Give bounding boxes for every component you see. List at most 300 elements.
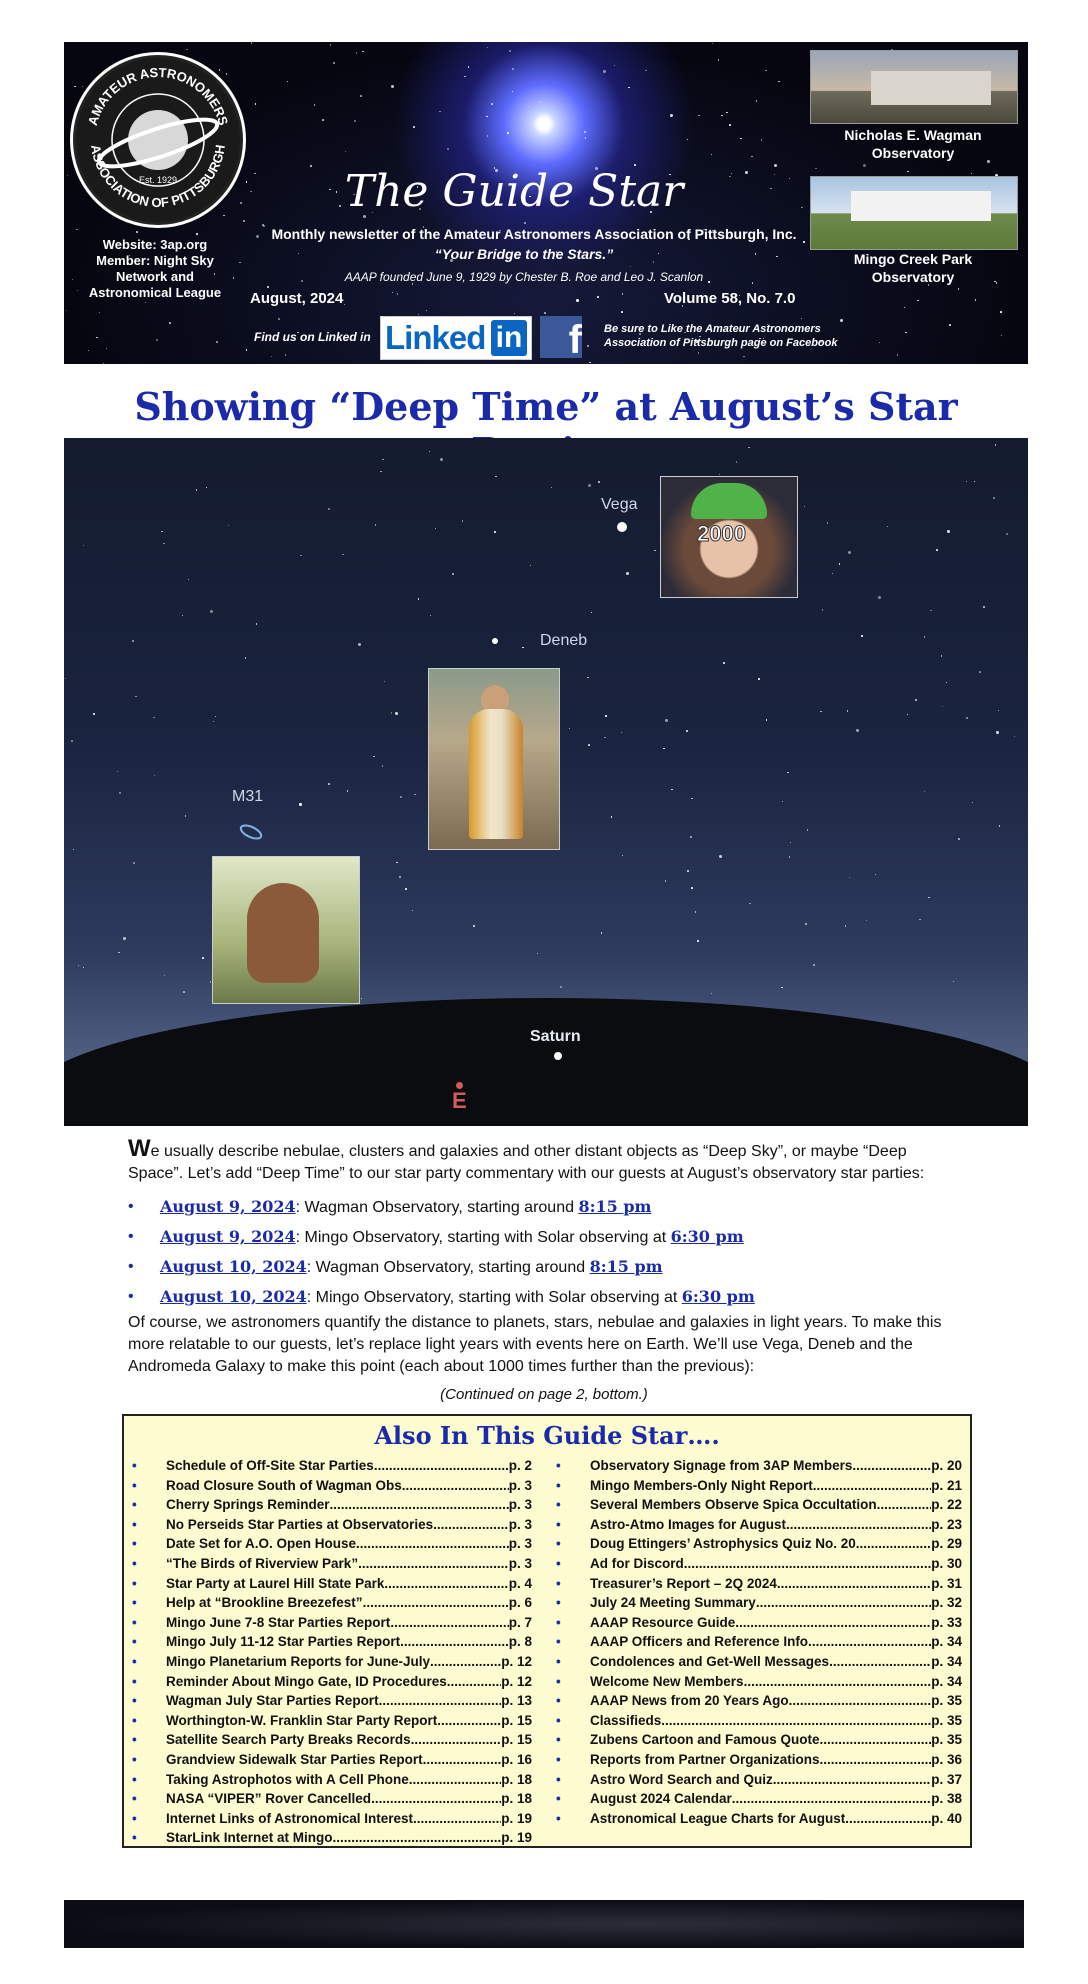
party-date-link[interactable]: August 10, 2024: [160, 1287, 307, 1306]
toc-leader-dots: [379, 1691, 502, 1711]
star-dot: [690, 836, 692, 838]
glasses-2000-text: 2000: [697, 521, 746, 546]
star-dot: [958, 838, 960, 840]
star-dot: [391, 85, 394, 88]
star-dot: [405, 888, 407, 890]
wagman-label-line-1: Nicholas E. Wagman: [844, 127, 982, 143]
star-dot: [71, 740, 73, 742]
linkedin-icon[interactable]: [380, 316, 532, 360]
star-dot: [103, 363, 105, 364]
toc-entry-title: • AAAP Resource Guide: [590, 1614, 736, 1630]
toc-entry[interactable]: [556, 1574, 962, 1594]
star-dot: [1014, 736, 1016, 738]
toc-entry[interactable]: [132, 1730, 532, 1750]
toc-entry-page: p. 18: [501, 1771, 532, 1787]
party-date-link[interactable]: August 9, 2024: [160, 1197, 296, 1216]
star-dot: [186, 49, 188, 51]
toc-entry[interactable]: [132, 1789, 532, 1809]
star-dot: [345, 151, 347, 153]
mingo-observatory-label: [804, 250, 1022, 286]
star-dot: [979, 671, 981, 673]
star-dot: [117, 771, 119, 773]
toc-entry[interactable]: [556, 1456, 962, 1476]
newsletter-subtitle: Monthly newsletter of the Amateur Astronomers Association of Pittsburgh, Inc.: [271, 226, 797, 242]
toc-entry[interactable]: [556, 1534, 962, 1554]
star-dot: [507, 132, 509, 134]
star-dot: [789, 178, 791, 180]
linkedin-logo-in: in: [491, 320, 527, 356]
star-dot: [712, 43, 714, 45]
star-dot: [919, 919, 921, 921]
party-time-link[interactable]: 8:15 pm: [578, 1197, 652, 1216]
toc-entry[interactable]: [556, 1750, 962, 1770]
toc-entry-page: p. 8: [508, 1634, 532, 1650]
toc-entry-title: • August 2024 Calendar: [590, 1791, 732, 1807]
party-time-link[interactable]: 6:30 pm: [681, 1287, 755, 1306]
star-dot: [924, 791, 926, 793]
star-dot: [414, 794, 416, 796]
toc-entry[interactable]: [556, 1554, 962, 1574]
star-dot: [99, 312, 101, 314]
toc-leader-dots: [813, 1476, 931, 1496]
toc-leader-dots: [356, 1534, 509, 1554]
star-dot: [509, 50, 511, 52]
star-dot: [622, 855, 624, 857]
star-dot: [347, 790, 349, 792]
toc-entry[interactable]: [132, 1554, 532, 1574]
star-dot: [801, 207, 803, 209]
toc-leader-dots: [433, 1515, 509, 1535]
toc-entry[interactable]: [132, 1534, 532, 1554]
star-dot: [782, 801, 784, 803]
star-dot: [196, 489, 198, 491]
toc-entry-page: p. 7: [508, 1614, 532, 1630]
toc-entry-page: p. 19: [501, 1810, 532, 1826]
star-dot: [395, 712, 398, 715]
star-dot: [958, 288, 960, 290]
toc-entry-title: • “The Birds of Riverview Park”: [166, 1555, 359, 1571]
toc-entry-title: • StarLink Internet at Mingo: [166, 1830, 333, 1846]
star-dot: [576, 299, 579, 302]
toc-entry-title: • Astronomical League Charts for August: [590, 1810, 846, 1826]
star-dot: [974, 481, 976, 483]
star-dot: [153, 717, 155, 719]
star-dot: [396, 862, 398, 864]
star-dot: [439, 111, 441, 113]
toc-leader-dots: [437, 1711, 501, 1731]
toc-entry[interactable]: [132, 1828, 532, 1848]
toc-entry[interactable]: [556, 1691, 962, 1711]
party-text: : Mingo Observatory, starting with Solar observing at: [306, 1289, 682, 1306]
star-dot: [360, 95, 362, 97]
star-dot: [188, 579, 190, 581]
star-dot: [145, 302, 147, 304]
star-dot: [598, 481, 600, 483]
toc-entry-title: • Mingo Members-Only Night Report: [590, 1477, 813, 1493]
star-dot: [413, 126, 415, 128]
star-dot: [123, 937, 126, 940]
toc-entry-title: • Worthington-W. Franklin Star Party Report: [166, 1712, 438, 1728]
star-dot: [665, 719, 668, 722]
star-dot: [255, 103, 257, 105]
list-item: [128, 1192, 960, 1222]
star-dot: [185, 815, 187, 817]
toc-entry-page: p. 32: [931, 1595, 962, 1611]
toc-entry-title: • Satellite Search Party Breaks Records: [166, 1732, 411, 1748]
toc-entry[interactable]: [556, 1593, 962, 1613]
star-dot: [464, 76, 466, 78]
star-dot: [697, 940, 699, 942]
toc-entry-page: p. 4: [508, 1575, 532, 1591]
star-dot: [435, 528, 437, 530]
toc-leader-dots: [856, 1534, 931, 1554]
toc-entry-page: p. 19: [501, 1830, 532, 1846]
party-date-link[interactable]: August 10, 2024: [160, 1257, 307, 1276]
toc-leader-dots: [773, 1770, 931, 1790]
star-dot: [328, 783, 330, 785]
star-dot: [928, 897, 930, 899]
star-dot: [691, 887, 693, 889]
star-dot: [356, 52, 358, 54]
star-dot: [83, 545, 85, 547]
toc-entry-page: p. 13: [501, 1693, 532, 1709]
toc-leader-dots: [845, 1809, 931, 1829]
facebook-label: Be sure to Like the Amateur Astronomers Association of Pittsburgh page on Facebook: [604, 323, 838, 349]
star-dot: [966, 717, 968, 719]
star-dot: [440, 458, 443, 461]
toc-entry[interactable]: [132, 1809, 532, 1829]
toc-entry[interactable]: [132, 1574, 532, 1594]
toc-leader-dots: [423, 1750, 502, 1770]
star-dot: [761, 139, 763, 141]
toc-entry[interactable]: [132, 1613, 532, 1633]
star-dot: [663, 748, 665, 750]
star-dot: [210, 981, 212, 983]
star-dot: [845, 925, 847, 927]
toc-leader-dots: [358, 1554, 509, 1574]
toc-entry[interactable]: [132, 1476, 532, 1496]
toc-entry-title: • Observatory Signage from 3AP Members: [590, 1458, 853, 1473]
toc-entry-page: p. 23: [931, 1516, 962, 1532]
article-headline: Showing “Deep Time” at August’s Star: [134, 384, 958, 429]
star-dot: [333, 62, 335, 64]
star-dot: [163, 543, 165, 545]
toc-entry[interactable]: [132, 1711, 532, 1731]
star-dot: [787, 772, 789, 774]
star-dot: [560, 986, 562, 988]
star-dot: [400, 796, 402, 798]
toc-entry-page: p. 12: [501, 1673, 532, 1689]
toc-entry-page: p. 36: [931, 1751, 962, 1767]
star-dot: [67, 175, 69, 177]
star-dot: [743, 356, 745, 358]
toc-entry-page: p. 20: [931, 1458, 962, 1473]
toc-entry-title: • AAAP Officers and Reference Info.: [590, 1634, 812, 1650]
toc-entry[interactable]: [132, 1495, 532, 1515]
star-dot: [942, 706, 944, 708]
star-dot: [399, 876, 401, 878]
star-dot: [426, 310, 428, 312]
party-time-link[interactable]: 6:30 pm: [670, 1227, 744, 1246]
star-dot: [342, 554, 344, 556]
star-dot: [228, 525, 230, 527]
star-dot: [118, 952, 120, 954]
list-item: [128, 1252, 960, 1282]
star-dot: [271, 356, 273, 358]
star-dot: [718, 59, 720, 61]
star-dot: [243, 220, 245, 222]
toc-entry[interactable]: [556, 1770, 962, 1790]
star-dot: [695, 911, 697, 913]
toc-entry-title: • Treasurer’s Report – 2Q 2024: [590, 1575, 777, 1591]
star-dot: [588, 484, 591, 487]
toc-entry-page: p. 22: [931, 1497, 962, 1513]
toc-leader-dots: [330, 1495, 509, 1515]
star-dot: [996, 731, 999, 734]
star-dot: [726, 112, 728, 114]
toc-leader-dots: [384, 1574, 508, 1594]
star-dot: [267, 286, 269, 288]
star-dot: [551, 487, 553, 489]
toc-entry[interactable]: [132, 1750, 532, 1770]
star-dot: [522, 647, 524, 649]
star-dot: [412, 910, 414, 912]
facebook-icon[interactable]: f: [540, 316, 582, 358]
toc-entry[interactable]: [556, 1652, 962, 1672]
star-dot: [322, 119, 324, 121]
star-dot: [805, 923, 807, 925]
mingo-label-line-2: Observatory: [871, 269, 955, 285]
toc-entry-title: • Mingo June 7-8 Star Parties Report: [166, 1614, 391, 1630]
star-dot: [946, 682, 948, 684]
toc-entry-title: • No Perseids Star Parties at Observatories: [166, 1516, 434, 1532]
toc-leader-dots: [735, 1613, 931, 1633]
star-dot: [88, 350, 90, 352]
toc-entry-title: • Grandview Sidewalk Star Parties Report: [166, 1751, 423, 1767]
star-dot: [790, 842, 792, 844]
toc-entry[interactable]: [132, 1672, 532, 1692]
saturn-planet-icon: [554, 1052, 562, 1060]
star-dot: [215, 716, 217, 718]
star-dot: [161, 531, 163, 533]
toc-leader-dots: [363, 1593, 509, 1613]
star-dot: [156, 339, 158, 341]
star-dot: [587, 345, 589, 347]
toc-leader-dots: [333, 1828, 502, 1848]
star-dot: [154, 775, 156, 777]
toc-leader-dots: [684, 1554, 931, 1574]
star-dot: [621, 311, 623, 313]
star-dot: [487, 47, 489, 49]
star-dot: [76, 229, 78, 231]
svg-text:ASSOCIATION OF PITTSBURGH: ASSOCIATION OF PITTSBURGH: [88, 143, 228, 211]
toc-entry[interactable]: [556, 1495, 962, 1515]
star-dot: [473, 925, 475, 927]
star-dot: [530, 565, 532, 567]
toc-entry-page: p. 3: [508, 1497, 532, 1513]
toc-entry[interactable]: [132, 1632, 532, 1652]
star-dot: [487, 135, 489, 137]
toc-entry[interactable]: [556, 1809, 962, 1829]
star-dot: [358, 643, 361, 646]
toc-leader-dots: [789, 1691, 932, 1711]
issue-volume: Volume 58, No. 7.0: [664, 290, 796, 307]
star-dot: [196, 233, 198, 235]
toc-entry-title: • Astro-Atmo Images for August: [590, 1516, 787, 1532]
toc-leader-dots: [430, 1652, 501, 1672]
toc-entry[interactable]: [132, 1593, 532, 1613]
toc-entry-title: • Mingo July 11-12 Star Parties Report: [166, 1634, 401, 1650]
toc-entry-title: • Cherry Springs Reminder: [166, 1497, 330, 1513]
star-dot: [344, 304, 346, 306]
toc-entry[interactable]: [556, 1672, 962, 1692]
toc-entry-title: • Help at “Brookline Breezefest”: [166, 1595, 363, 1611]
wagman-label-line-2: Observatory: [871, 145, 955, 161]
mingo-observatory-photo: [810, 176, 1018, 250]
star-dot: [999, 825, 1001, 827]
saturn-logo-icon: [73, 55, 243, 225]
star-dot: [975, 299, 977, 301]
star-dot: [213, 721, 215, 723]
star-dot: [915, 699, 917, 701]
toc-entry[interactable]: [556, 1613, 962, 1633]
star-dot: [588, 744, 590, 746]
toc-entry-page: p. 3: [508, 1477, 532, 1493]
star-dot: [246, 349, 248, 351]
star-dot: [495, 476, 497, 478]
toc-entry[interactable]: [556, 1632, 962, 1652]
party-time-link[interactable]: 8:15 pm: [589, 1257, 663, 1276]
toc-leader-dots: [756, 1593, 931, 1613]
star-dot: [182, 615, 184, 617]
toc-leader-dots: [409, 1770, 501, 1790]
intro-text: e usually describe nebulae, clusters and galaxies and other distant objects as “Deep Sky”, or maybe “Deep Space”. Let’s add “Deep Time” to our star party commentary with our guests at August’s observatory star parties:: [128, 1143, 925, 1182]
star-dot: [721, 115, 723, 117]
star-dot: [216, 341, 218, 343]
star-dot: [691, 798, 693, 800]
star-dot: [251, 42, 253, 44]
svg-text:AMATEUR ASTRONOMERS: AMATEUR ASTRONOMERS: [84, 64, 232, 128]
toc-title: Also In This Guide Star….: [374, 1421, 720, 1450]
toc-entry[interactable]: [556, 1789, 962, 1809]
star-dot: [447, 148, 449, 150]
star-dot: [183, 991, 185, 993]
star-dot: [995, 444, 997, 446]
toc-entry-page: p. 40: [931, 1810, 962, 1826]
toc-entry[interactable]: [556, 1515, 962, 1535]
toc-leader-dots: [732, 1789, 931, 1809]
star-dot: [540, 101, 542, 103]
star-dot: [751, 156, 753, 158]
star-dot: [815, 168, 817, 170]
toc-entry[interactable]: [132, 1515, 532, 1535]
star-dot: [514, 313, 516, 315]
toc-entry-title: • Doug Ettingers’ Astrophysics Quiz No. 20: [590, 1536, 856, 1552]
star-dot: [587, 677, 589, 679]
star-dot: [584, 131, 586, 133]
toc-entry[interactable]: [132, 1691, 532, 1711]
continued-note: (Continued on page 2, bottom.): [440, 1386, 648, 1403]
star-dot: [827, 522, 829, 524]
toc-entry-page: p. 18: [501, 1791, 532, 1807]
star-dot: [622, 293, 624, 295]
toc-entry[interactable]: [132, 1770, 532, 1790]
star-dot: [839, 563, 841, 565]
toc-leader-dots: [390, 1613, 508, 1633]
star-dot: [93, 713, 95, 715]
toc-entry-page: p. 38: [931, 1791, 962, 1807]
label-vega: Vega: [601, 496, 638, 513]
star-dot: [589, 362, 591, 364]
star-dot: [382, 459, 384, 461]
star-dot: [136, 231, 138, 233]
toc-entry-page: p. 6: [508, 1595, 532, 1611]
toc-entry-page: p. 16: [501, 1751, 532, 1767]
toc-entry[interactable]: [556, 1730, 962, 1750]
star-dot: [671, 789, 673, 791]
star-dot: [135, 696, 137, 698]
star-dot: [452, 573, 454, 575]
toc-entry[interactable]: [556, 1476, 962, 1496]
star-dot: [887, 526, 889, 528]
label-m31: M31: [232, 788, 264, 805]
star-dot: [863, 164, 866, 167]
star-dot: [569, 728, 571, 730]
toc-entry-page: p. 35: [931, 1693, 962, 1709]
star-dot: [391, 712, 393, 714]
star-dot: [429, 451, 431, 453]
toc-entry[interactable]: [132, 1652, 532, 1672]
label-saturn: Saturn: [530, 1028, 581, 1045]
star-dot: [96, 337, 98, 339]
star-dot: [330, 44, 332, 46]
toc-entry-page: p. 34: [931, 1653, 962, 1669]
toc-entry-page: p. 3: [508, 1536, 532, 1552]
star-dot: [384, 681, 386, 683]
star-dot: [813, 964, 815, 966]
toc-leader-dots: [877, 1495, 932, 1515]
star-dot: [133, 862, 135, 864]
toc-entry-title: • Several Members Observe Spica Occultation: [590, 1497, 877, 1513]
star-dot: [375, 524, 377, 526]
star-dot: [687, 870, 689, 872]
founded-line: AAAP founded June 9, 1929 by Chester B. Roe and Leo J. Scanlon: [344, 270, 704, 284]
star-dot: [778, 81, 780, 83]
star-dot: [866, 920, 868, 922]
star-dot: [856, 729, 859, 732]
star-dot: [287, 81, 289, 83]
party-date-link[interactable]: August 9, 2024: [160, 1227, 296, 1246]
star-dot: [278, 318, 280, 320]
star-dot: [740, 138, 742, 140]
star-dot: [972, 802, 974, 804]
star-dot: [804, 506, 806, 508]
star-dot: [723, 662, 725, 664]
toc-entry-title: • Internet Links of Astronomical Interest: [166, 1810, 414, 1826]
star-dot: [380, 471, 382, 473]
toc-leader-dots: [786, 1515, 931, 1535]
website-line[interactable]: Website: 3ap.org: [102, 237, 208, 252]
toc-entry[interactable]: [556, 1711, 962, 1731]
toc-leader-dots: [374, 1456, 509, 1476]
toc-entry[interactable]: [132, 1456, 532, 1476]
star-dot: [169, 322, 171, 324]
toc-entry-page: p. 34: [931, 1634, 962, 1650]
star-dot: [941, 655, 943, 657]
star-dot: [210, 610, 213, 613]
star-dot: [930, 610, 932, 612]
star-dot: [905, 332, 907, 334]
